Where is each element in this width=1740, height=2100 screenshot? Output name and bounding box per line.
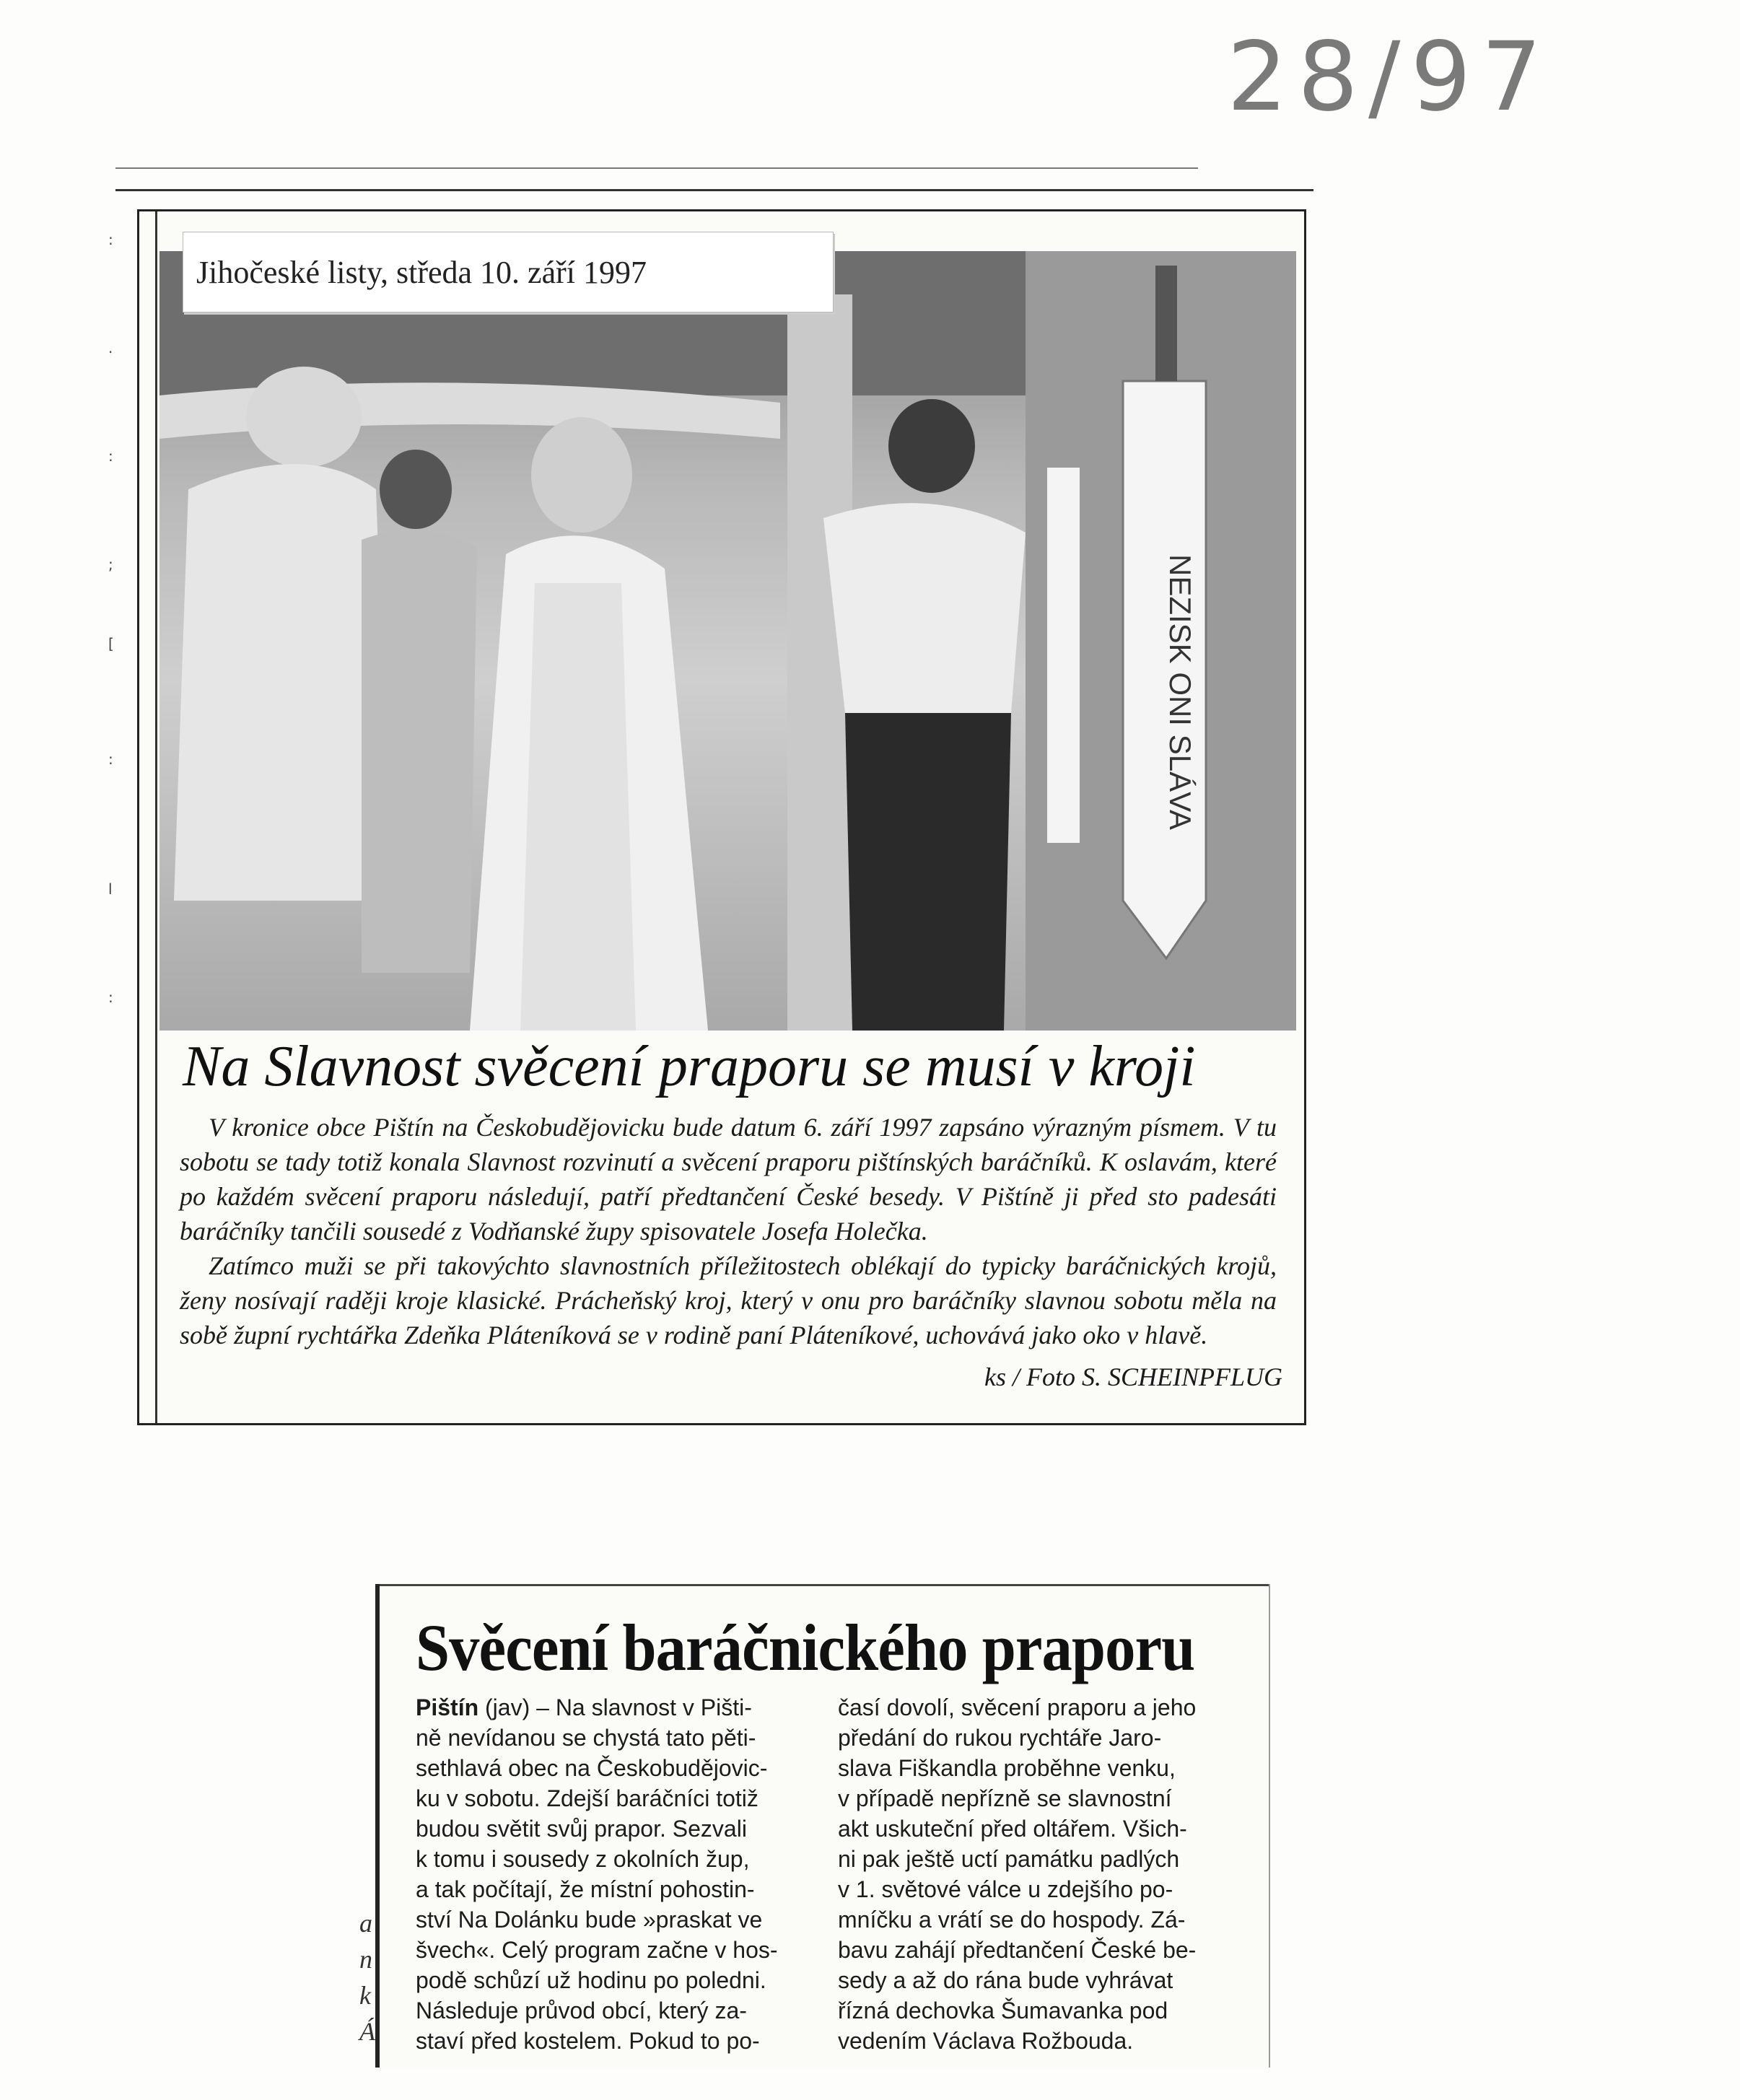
source-label xyxy=(183,232,834,312)
photo-credit: ks / Foto S. SCHEINPFLUG xyxy=(984,1362,1282,1391)
top-rule-2 xyxy=(115,189,1313,191)
column-line: podě schůzí už hodinu po poledni. xyxy=(416,1967,766,1993)
dateline-rest: (jav) – Na slavnost v Pišti- xyxy=(478,1694,752,1720)
column-line: sethlavá obec na Českobudějovic- xyxy=(416,1755,768,1781)
column-line: v případě nepřízně se slavnostní xyxy=(838,1785,1172,1811)
newspaper-clipping-2 xyxy=(375,1584,1270,2068)
right-column xyxy=(838,1692,1242,2056)
side-letters xyxy=(359,1905,381,2049)
newspaper-clipping-1 xyxy=(137,209,1306,1425)
column-line: předání do rukou rychtáře Jaro- xyxy=(838,1725,1162,1751)
photo-illustration xyxy=(159,251,1296,1031)
clipping-edge xyxy=(155,211,157,1423)
side-letter: k xyxy=(359,1981,371,2010)
column-line: budou světit svůj prapor. Sezvali xyxy=(416,1816,747,1842)
column-line xyxy=(416,1692,820,1723)
left-column xyxy=(416,1692,820,2056)
column-line: Následuje průvod obcí, který za- xyxy=(416,1998,747,2024)
column-line: ni pak ještě uctí památku padlých xyxy=(838,1846,1180,1872)
top-rule-1 xyxy=(115,167,1198,169)
column-line: ství Na Dolánku bude »praskat ve xyxy=(416,1907,763,1933)
article-headline: Na Slavnost svěcení praporu se musí v kroji xyxy=(183,1035,1196,1098)
column-line: řízná dechovka Šumavanka pod xyxy=(838,1998,1168,2024)
column-line: časí dovolí, svěcení praporu a jeho xyxy=(838,1694,1197,1720)
column-line: slava Fiškandla proběhne venku, xyxy=(838,1755,1176,1781)
clipping-top-rule xyxy=(380,1584,1269,1586)
column-line: bavu zahájí předtančení České be- xyxy=(838,1937,1197,1963)
margin-marks: : . : ; [ : l : xyxy=(108,231,114,1006)
column-line: sedy a až do rána bude vyhrávat xyxy=(838,1967,1173,1993)
banner-text: NEZISK ONI SLÁVA xyxy=(1163,554,1197,830)
column-line: vedením Václava Rožbouda. xyxy=(838,2028,1134,2054)
side-letter: Á xyxy=(359,2017,375,2046)
source-text: Jihočeské listy, středa 10. září 1997 xyxy=(196,255,647,290)
column-line: v 1. světové válce u zdejšího po- xyxy=(838,1876,1173,1902)
side-letter: n xyxy=(359,1945,372,1974)
column-line: k tomu i sousedy z okolních žup, xyxy=(416,1846,750,1872)
article-body xyxy=(180,1110,1277,1352)
archive-number: 28/97 xyxy=(1227,22,1552,133)
column-line: švech«. Celý program začne v hos- xyxy=(416,1937,778,1963)
paragraph-1: V kronice obce Pištín na Českobudějovicku bude datum 6. září 1997 zapsáno výrazným písmem. V tu sobotu se tady totiž konala Slavnost rozvinutí a svěcení praporu pištínských baráčníků. K oslavám, které po každém svěcení praporu následují, patří předtančení České besedy. V Pištíně ji před sto padesáti baráčníky tančili sousedé z Vodňanské župy spisovatele Josefa Holečka. xyxy=(180,1113,1277,1246)
column-line: staví před kostelem. Pokud to po- xyxy=(416,2028,760,2054)
article-headline-2: Svěcení baráčnického praporu xyxy=(416,1611,1195,1684)
column-line: akt uskuteční před oltářem. Všich- xyxy=(838,1816,1187,1842)
dateline-place: Pištín xyxy=(416,1694,479,1720)
side-letter: a xyxy=(359,1909,372,1938)
paragraph-2: Zatímco muži se při takovýchto slavnostních příležitostech oblékají do typicky baráčnických krojů, ženy nosívají raději kroje klasické. Prácheňský kroj, který v onu pro baráčníky slavnou sobotu měla na sobě župní rychtářka Zdeňka Pláteníková se v rodině paní Pláteníkové, uchovává jako oko v hlavě. xyxy=(180,1251,1277,1349)
column-line: ku v sobotu. Zdejší baráčníci totiž xyxy=(416,1785,758,1811)
column-line: a tak počítají, že místní pohostin- xyxy=(416,1876,755,1902)
folk-dance-photo xyxy=(159,251,1296,1031)
column-line: mníčku a vrátí se do hospody. Zá- xyxy=(838,1907,1186,1933)
column-line: ně nevídanou se chystá tato pěti- xyxy=(416,1725,756,1751)
